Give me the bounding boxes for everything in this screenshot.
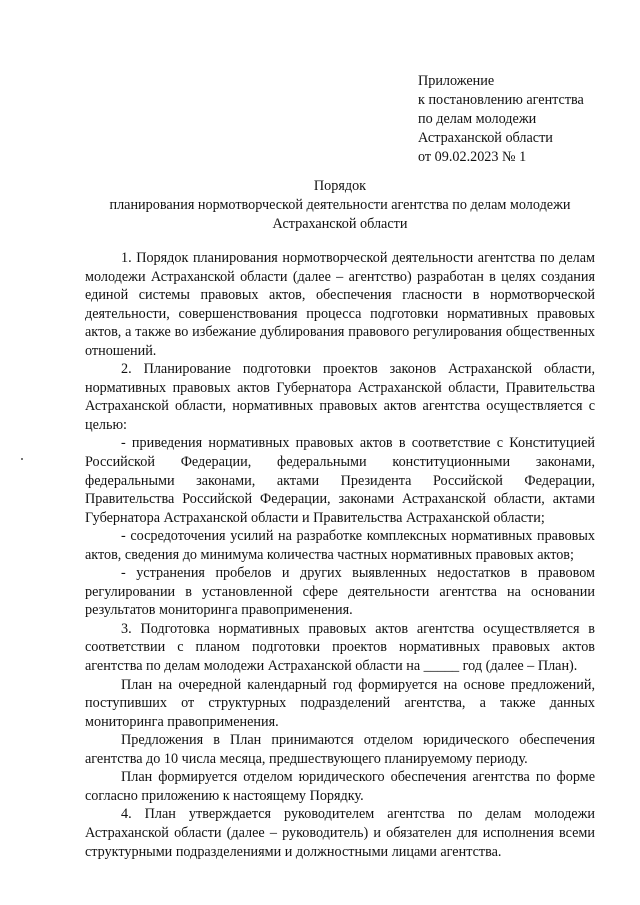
paragraph: 1. Порядок планирования нормотворческой деятельности агентства по делам молодежи Астраханской области (далее – агентство) разработан в целях создания единой системы правовых актов, обеспечения гласности в нормотворческой деятельности, совершенствования процесса подготовки нормативных правовых актов, а также во избежание дублирования правового регулирования общественных отношений.	[85, 250, 595, 359]
document-body	[85, 249, 595, 861]
list-item: - приведения нормативных правовых актов в соответствие с Конституцией Российской Федерации, федеральными конституционными законами, федеральными законами, актами Президента Российской Федерации, Правительства Российской Федерации, законами Астраханской области, актами Губернатора Астраханской области и Правительства Астраханской области;	[85, 435, 595, 526]
appendix-date-number: от 09.02.2023 № 1	[418, 149, 527, 166]
paragraph: План формируется отделом юридического обеспечения агентства по форме согласно приложению к настоящему Порядку.	[85, 769, 595, 804]
paragraph: 2. Планирование подготовки проектов законов Астраханской области, нормативных правовых актов Губернатора Астраханской области, Правительства Астраханской области, нормативных правовых актов агентства осуществляется с целью:	[85, 361, 595, 433]
appendix-line: Астраханской области	[418, 130, 553, 147]
appendix-header	[418, 72, 628, 167]
paragraph: 3. Подготовка нормативных правовых актов агентства осуществляется в соответствии с планом подготовки проектов нормативных правовых актов агентства по делам молодежи Астраханской области на _____ год (далее – План).	[85, 620, 595, 675]
document-title	[40, 177, 640, 235]
title-line: Порядок	[313, 178, 367, 194]
paragraph: Предложения в План принимаются отделом юридического обеспечения агентства до 10 числа месяца, предшествующего планируемому периоду.	[85, 732, 595, 767]
scan-speck	[21, 458, 23, 460]
title-line: планирования нормотворческой деятельности агентства по делам молодежи	[109, 197, 571, 214]
paragraph: План на очередной календарный год формируется на основе предложений, поступивших от структурных подразделений агентства, а также данных мониторинга правоприменения.	[85, 676, 595, 730]
title-line: Астраханской области	[272, 216, 408, 233]
list-item: - устранения пробелов и других выявленных недостатков в правовом регулировании в установленной сфере деятельности агентства на основании результатов мониторинга правоприменения.	[85, 565, 595, 619]
appendix-line: по делам молодежи	[418, 111, 537, 128]
paragraph: 4. План утверждается руководителем агентства по делам молодежи Астраханской области (далее – руководитель) и обязателен для исполнения всеми структурными подразделениями и должностными лицами агентства.	[85, 806, 595, 860]
appendix-line: Приложение	[418, 73, 495, 89]
list-item: - сосредоточения усилий на разработке комплексных нормативных правовых актов, сведения до минимума количества частных нормативных правовых актов;	[85, 528, 595, 563]
appendix-line: к постановлению агентства	[418, 92, 584, 109]
